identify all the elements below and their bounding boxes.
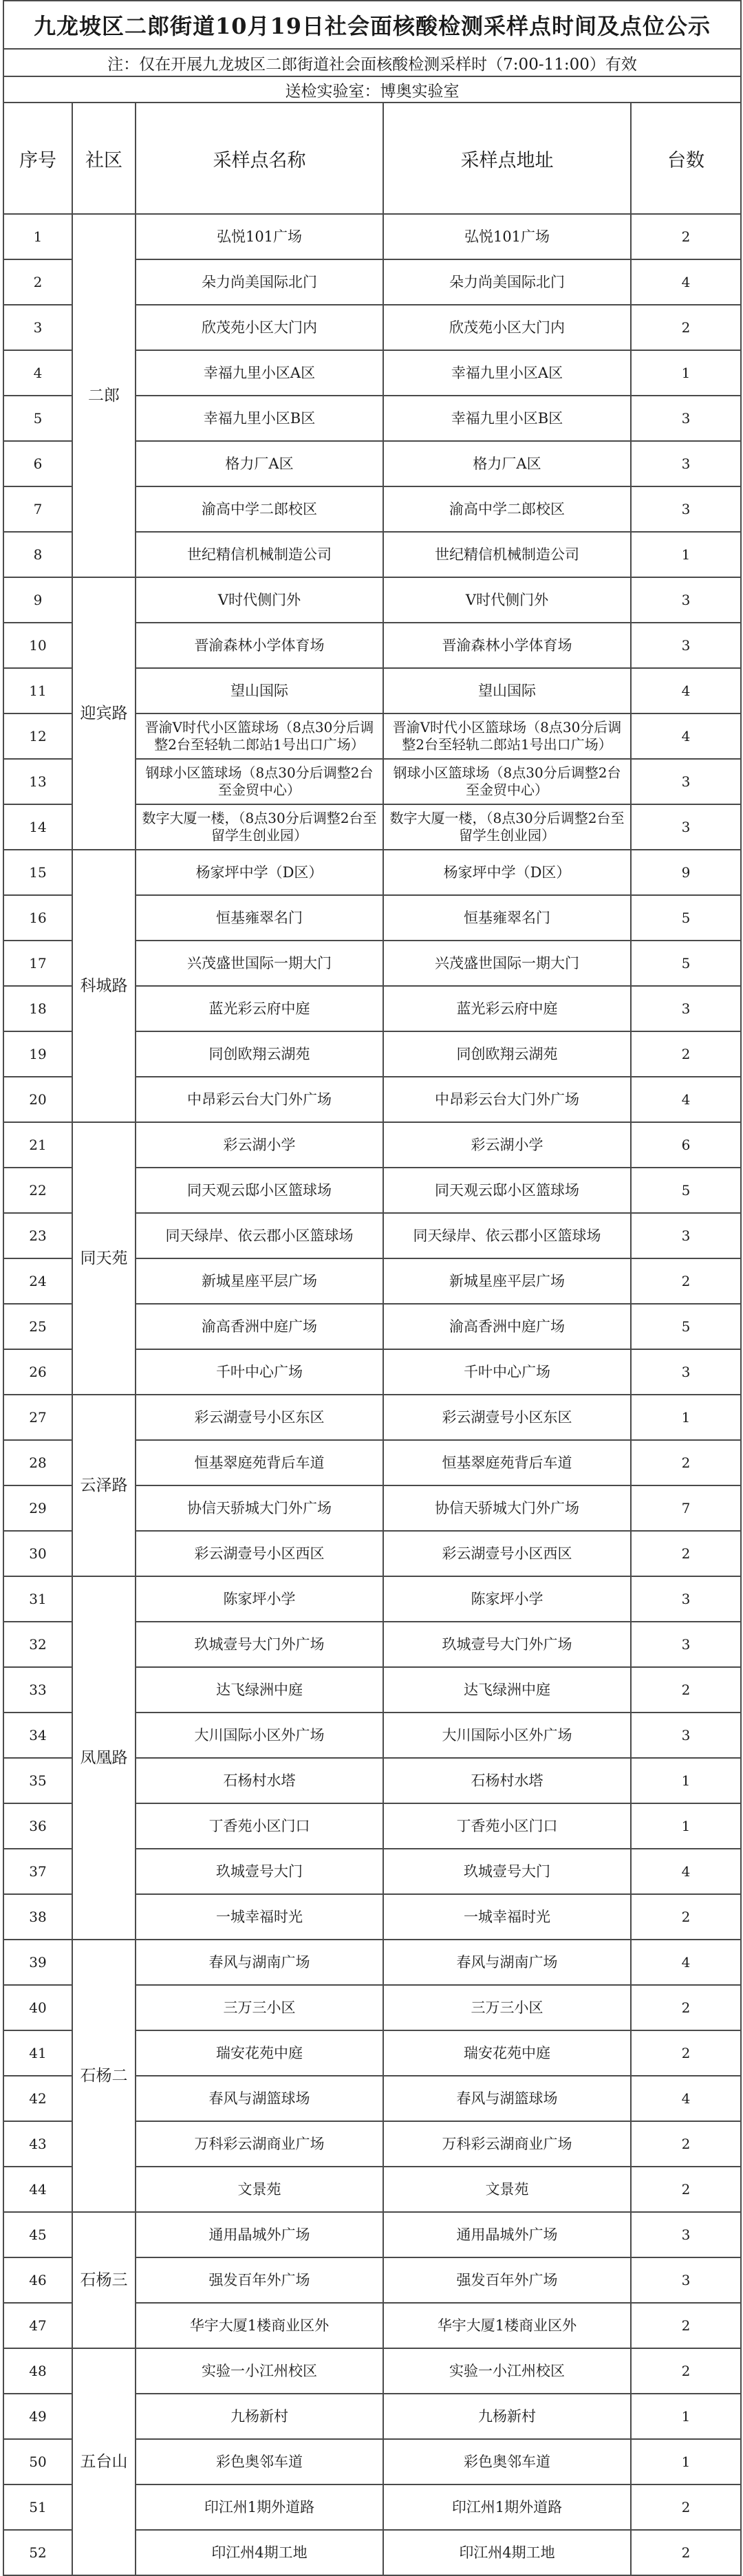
device-count: 5 [631,941,741,986]
site-name: 同天观云邸小区篮球场 [136,1168,383,1213]
site-name: 春风与湖篮球场 [136,2076,383,2121]
site-address: 一城幸福时光 [383,1894,631,1940]
device-count: 7 [631,1485,741,1531]
device-count: 2 [631,1258,741,1304]
device-count: 2 [631,1531,741,1576]
site-name: 新城星座平层广场 [136,1258,383,1304]
site-address: 彩色奥邻车道 [383,2439,631,2484]
header-site-address: 采样点地址 [383,103,631,214]
community-cell: 石杨三 [72,2212,136,2348]
device-count: 2 [631,1985,741,2030]
row-no: 13 [3,759,72,804]
site-name: 彩色奥邻车道 [136,2439,383,2484]
device-count: 3 [631,486,741,532]
device-count: 2 [631,1894,741,1940]
table-row [3,1122,741,1168]
device-count: 3 [631,623,741,668]
device-count: 2 [631,2121,741,2167]
header-count: 台数 [631,103,741,214]
site-name: 大川国际小区外广场 [136,1713,383,1758]
lab-name: 送检实验室：博奥实验室 [3,76,741,103]
site-name: 万科彩云湖商业广场 [136,2121,383,2167]
row-no: 6 [3,441,72,486]
site-name: 晋渝V时代小区篮球场（8点30分后调整2台至轻轨二郎站1号出口广场） [136,713,383,759]
page-title: 九龙坡区二郎街道10月19日社会面核酸检测采样点时间及点位公示 [3,1,741,49]
site-name: 印江州1期外道路 [136,2484,383,2530]
device-count: 4 [631,1077,741,1122]
lab-row [3,76,741,103]
device-count: 3 [631,1622,741,1667]
site-name: 格力厂A区 [136,441,383,486]
site-address: 实验一小江州校区 [383,2348,631,2394]
row-no: 18 [3,986,72,1031]
table-row [3,577,741,623]
row-no: 48 [3,2348,72,2394]
device-count: 4 [631,668,741,713]
site-name: 石杨村水塔 [136,1758,383,1803]
device-count: 2 [631,305,741,350]
site-address: 彩云湖壹号小区东区 [383,1395,631,1440]
row-no: 4 [3,350,72,396]
row-no: 44 [3,2167,72,2212]
site-address: 弘悦101广场 [383,214,631,259]
table-row [3,2348,741,2394]
site-address: V时代侧门外 [383,577,631,623]
community-cell: 云泽路 [72,1395,136,1576]
site-address: 印江州4期工地 [383,2530,631,2575]
site-address: 格力厂A区 [383,441,631,486]
site-address: 数字大厦一楼，（8点30分后调整2台至留学生创业园） [383,804,631,850]
site-address: 千叶中心广场 [383,1349,631,1395]
row-no: 52 [3,2530,72,2575]
device-count: 1 [631,1803,741,1849]
site-name: 兴茂盛世国际一期大门 [136,941,383,986]
site-name: 渝高香洲中庭广场 [136,1304,383,1349]
device-count: 3 [631,2257,741,2303]
device-count: 5 [631,1304,741,1349]
device-count: 4 [631,259,741,305]
site-name: 玖城壹号大门外广场 [136,1622,383,1667]
site-name: 瑞安花苑中庭 [136,2030,383,2076]
site-address: 达飞绿洲中庭 [383,1667,631,1713]
device-count: 3 [631,986,741,1031]
header-row [3,103,741,214]
community-cell: 迎宾路 [72,577,136,850]
site-address: 恒基雍翠名门 [383,895,631,941]
site-address: 三万三小区 [383,1985,631,2030]
row-no: 38 [3,1894,72,1940]
device-count: 5 [631,1168,741,1213]
community-cell: 凤凰路 [72,1576,136,1940]
device-count: 5 [631,895,741,941]
device-count: 2 [631,2303,741,2348]
row-no: 19 [3,1031,72,1077]
device-count: 2 [631,1031,741,1077]
device-count: 2 [631,2484,741,2530]
sampling-table [3,0,742,2576]
site-name: 幸福九里小区A区 [136,350,383,396]
row-no: 34 [3,1713,72,1758]
site-address: 玖城壹号大门外广场 [383,1622,631,1667]
header-no: 序号 [3,103,72,214]
header-community: 社区 [72,103,136,214]
site-name: 达飞绿洲中庭 [136,1667,383,1713]
title-row [3,1,741,49]
row-no: 45 [3,2212,72,2257]
device-count: 3 [631,1213,741,1258]
site-address: 幸福九里小区B区 [383,396,631,441]
community-cell: 五台山 [72,2348,136,2575]
site-name: 彩云湖壹号小区西区 [136,1531,383,1576]
community-cell: 科城路 [72,850,136,1122]
device-count: 3 [631,577,741,623]
site-address: 晋渝V时代小区篮球场（8点30分后调整2台至轻轨二郎站1号出口广场） [383,713,631,759]
site-name: 强发百年外广场 [136,2257,383,2303]
table-row [3,214,741,259]
site-name: 通用晶城外广场 [136,2212,383,2257]
row-no: 21 [3,1122,72,1168]
community-cell: 石杨二 [72,1940,136,2212]
site-address: 世纪精信机械制造公司 [383,532,631,577]
device-count: 2 [631,2530,741,2575]
row-no: 35 [3,1758,72,1803]
site-name: 渝高中学二郎校区 [136,486,383,532]
site-address: 同天绿岸、依云郡小区篮球场 [383,1213,631,1258]
site-name: 朵力尚美国际北门 [136,259,383,305]
device-count: 4 [631,713,741,759]
notice-sheet [3,0,740,2576]
site-name: 同天绿岸、依云郡小区篮球场 [136,1213,383,1258]
row-no: 1 [3,214,72,259]
site-name: 弘悦101广场 [136,214,383,259]
device-count: 1 [631,2439,741,2484]
device-count: 1 [631,532,741,577]
site-address: 强发百年外广场 [383,2257,631,2303]
site-name: 春风与湖南广场 [136,1940,383,1985]
table-row [3,850,741,895]
site-address: 万科彩云湖商业广场 [383,2121,631,2167]
device-count: 1 [631,1395,741,1440]
row-no: 30 [3,1531,72,1576]
site-name: 丁香苑小区门口 [136,1803,383,1849]
device-count: 6 [631,1122,741,1168]
site-name: 九杨新村 [136,2394,383,2439]
site-name: 幸福九里小区B区 [136,396,383,441]
row-no: 10 [3,623,72,668]
table-body [3,1,741,2575]
row-no: 3 [3,305,72,350]
row-no: 5 [3,396,72,441]
site-address: 同创欧翔云湖苑 [383,1031,631,1077]
device-count: 3 [631,759,741,804]
site-name: 实验一小江州校区 [136,2348,383,2394]
site-name: 协信天骄城大门外广场 [136,1485,383,1531]
device-count: 2 [631,214,741,259]
site-name: 晋渝森林小学体育场 [136,623,383,668]
site-name: 同创欧翔云湖苑 [136,1031,383,1077]
row-no: 51 [3,2484,72,2530]
site-address: 春风与湖南广场 [383,1940,631,1985]
device-count: 3 [631,804,741,850]
site-address: 陈家坪小学 [383,1576,631,1622]
site-name: 陈家坪小学 [136,1576,383,1622]
site-name: V时代侧门外 [136,577,383,623]
row-no: 9 [3,577,72,623]
site-name: 望山国际 [136,668,383,713]
site-address: 彩云湖小学 [383,1122,631,1168]
site-name: 文景苑 [136,2167,383,2212]
site-address: 望山国际 [383,668,631,713]
site-address: 彩云湖壹号小区西区 [383,1531,631,1576]
row-no: 15 [3,850,72,895]
site-name: 印江州4期工地 [136,2530,383,2575]
row-no: 17 [3,941,72,986]
site-name: 数字大厦一楼，（8点30分后调整2台至留学生创业园） [136,804,383,850]
site-address: 朵力尚美国际北门 [383,259,631,305]
row-no: 41 [3,2030,72,2076]
device-count: 1 [631,350,741,396]
site-address: 幸福九里小区A区 [383,350,631,396]
device-count: 2 [631,2348,741,2394]
row-no: 36 [3,1803,72,1849]
site-address: 丁香苑小区门口 [383,1803,631,1849]
site-address: 欣茂苑小区大门内 [383,305,631,350]
site-name: 中昂彩云台大门外广场 [136,1077,383,1122]
site-address: 玖城壹号大门 [383,1849,631,1894]
device-count: 4 [631,1849,741,1894]
row-no: 40 [3,1985,72,2030]
site-name: 欣茂苑小区大门内 [136,305,383,350]
site-name: 蓝光彩云府中庭 [136,986,383,1031]
site-address: 新城星座平层广场 [383,1258,631,1304]
site-address: 通用晶城外广场 [383,2212,631,2257]
row-no: 37 [3,1849,72,1894]
site-address: 文景苑 [383,2167,631,2212]
row-no: 27 [3,1395,72,1440]
site-address: 协信天骄城大门外广场 [383,1485,631,1531]
device-count: 3 [631,1713,741,1758]
row-no: 42 [3,2076,72,2121]
device-count: 9 [631,850,741,895]
site-address: 瑞安花苑中庭 [383,2030,631,2076]
table-row [3,1940,741,1985]
row-no: 49 [3,2394,72,2439]
note-row [3,49,741,76]
site-address: 恒基翠庭苑背后车道 [383,1440,631,1485]
site-address: 同天观云邸小区篮球场 [383,1168,631,1213]
site-name: 钢球小区篮球场（8点30分后调整2台至金贸中心） [136,759,383,804]
site-name: 恒基雍翠名门 [136,895,383,941]
device-count: 1 [631,1758,741,1803]
community-cell: 同天苑 [72,1122,136,1395]
device-count: 4 [631,1940,741,1985]
site-name: 彩云湖壹号小区东区 [136,1395,383,1440]
device-count: 2 [631,1667,741,1713]
device-count: 3 [631,1576,741,1622]
site-address: 钢球小区篮球场（8点30分后调整2台至金贸中心） [383,759,631,804]
device-count: 4 [631,2076,741,2121]
site-address: 春风与湖篮球场 [383,2076,631,2121]
device-count: 3 [631,2212,741,2257]
site-name: 一城幸福时光 [136,1894,383,1940]
site-address: 华宇大厦1楼商业区外 [383,2303,631,2348]
site-name: 华宇大厦1楼商业区外 [136,2303,383,2348]
site-name: 三万三小区 [136,1985,383,2030]
row-no: 28 [3,1440,72,1485]
site-address: 大川国际小区外广场 [383,1713,631,1758]
site-address: 九杨新村 [383,2394,631,2439]
site-address: 石杨村水塔 [383,1758,631,1803]
device-count: 1 [631,2394,741,2439]
row-no: 46 [3,2257,72,2303]
row-no: 8 [3,532,72,577]
row-no: 12 [3,713,72,759]
site-address: 印江州1期外道路 [383,2484,631,2530]
device-count: 2 [631,2167,741,2212]
row-no: 29 [3,1485,72,1531]
header-site-name: 采样点名称 [136,103,383,214]
row-no: 14 [3,804,72,850]
row-no: 2 [3,259,72,305]
row-no: 16 [3,895,72,941]
site-address: 兴茂盛世国际一期大门 [383,941,631,986]
device-count: 2 [631,2030,741,2076]
site-name: 恒基翠庭苑背后车道 [136,1440,383,1485]
site-address: 晋渝森林小学体育场 [383,623,631,668]
device-count: 2 [631,1440,741,1485]
row-no: 43 [3,2121,72,2167]
row-no: 7 [3,486,72,532]
row-no: 11 [3,668,72,713]
row-no: 47 [3,2303,72,2348]
site-address: 蓝光彩云府中庭 [383,986,631,1031]
row-no: 39 [3,1940,72,1985]
site-address: 渝高中学二郎校区 [383,486,631,532]
device-count: 3 [631,1349,741,1395]
device-count: 3 [631,441,741,486]
row-no: 26 [3,1349,72,1395]
row-no: 31 [3,1576,72,1622]
site-address: 杨家坪中学（D区） [383,850,631,895]
table-row [3,1395,741,1440]
device-count: 3 [631,396,741,441]
community-cell: 二郎 [72,214,136,577]
site-address: 中昂彩云台大门外广场 [383,1077,631,1122]
site-address: 渝高香洲中庭广场 [383,1304,631,1349]
validity-note: 注：仅在开展九龙坡区二郎街道社会面核酸检测采样时（7:00-11:00）有效 [3,49,741,76]
site-name: 玖城壹号大门 [136,1849,383,1894]
row-no: 24 [3,1258,72,1304]
row-no: 33 [3,1667,72,1713]
site-name: 世纪精信机械制造公司 [136,532,383,577]
row-no: 25 [3,1304,72,1349]
row-no: 32 [3,1622,72,1667]
table-row [3,2212,741,2257]
row-no: 23 [3,1213,72,1258]
row-no: 50 [3,2439,72,2484]
table-row [3,1576,741,1622]
site-name: 千叶中心广场 [136,1349,383,1395]
row-no: 22 [3,1168,72,1213]
site-name: 彩云湖小学 [136,1122,383,1168]
row-no: 20 [3,1077,72,1122]
site-name: 杨家坪中学（D区） [136,850,383,895]
